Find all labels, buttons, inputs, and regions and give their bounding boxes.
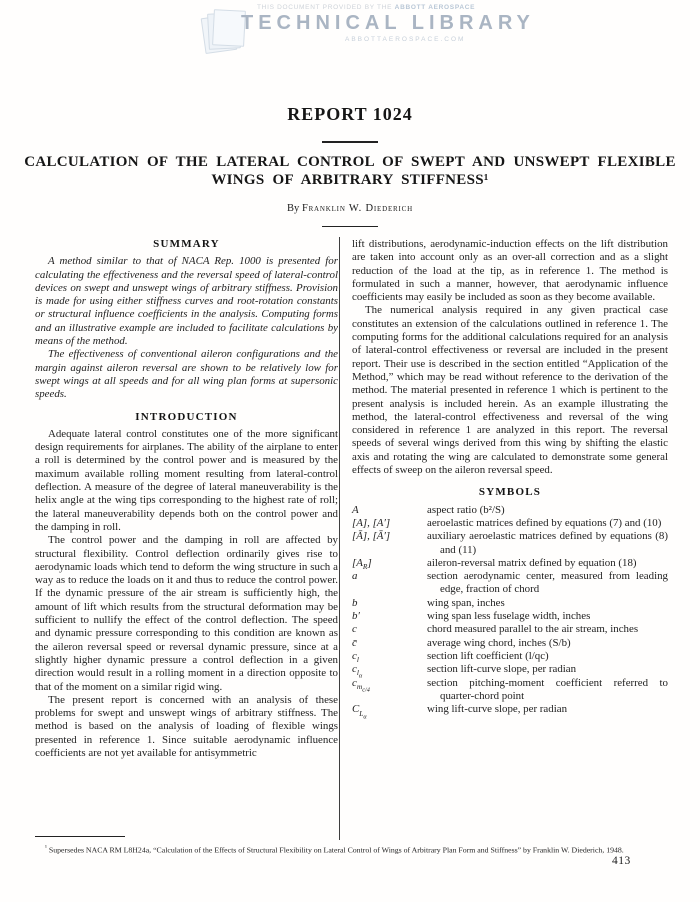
symbol-row (352, 677, 668, 704)
symbol-notation: $c_{l_\alpha}$ (352, 663, 363, 680)
footnote-body: Supersedes NACA RM L8H24a, “Calculation of the Effects of Structural Flexibility on Lateral Control of Wings of Arbitrary Plan Form and Stiffness” by Franklin W. Diederich, 1948. (48, 845, 624, 855)
symbol-notation: $c_l$ (352, 649, 359, 665)
symbol-row (352, 504, 668, 517)
document-stack-icon (203, 8, 245, 54)
footnote-text (35, 843, 668, 855)
introduction-paragraph: The control power and the damping in roll are affected by structural flexibility. Control deflection ordinarily gives rise to aerodynamic loads which tend to deform the wing structure in such a way as to reduce the loads on it and thus to reduce the control power. If the dynamic pressure of the air stream is sufficiently high, the amount of lift which results from the structural deformation may be sufficient to nullify the effect of the control deflection. The speed and dynamic pressure corresponding to this condition are known as the aileron reversal speed or reversal dynamic pressure, since at a slightly higher dynamic pressure a control deflection in a given direction would result in a rolling moment in a direction opposite to that of the moment on a similar rigid wing. (35, 534, 338, 693)
symbol-row (352, 517, 668, 530)
symbol-definition: wing span less fuselage width, inches (427, 610, 591, 623)
symbol-definition: section aerodynamic center, measured from leading edge, fraction of chord (427, 570, 668, 596)
summary-heading: SUMMARY (153, 238, 220, 250)
summary-paragraph: A method similar to that of NACA Rep. 1000 is presented for calculating the effectiveness and the reversal speed of lateral-control devices on swept and unswept wings of arbitrary stiffness. Provision is made for using either stiffness curves and root-rotation constants or structural influence coefficients in the analysis. Computing forms and an illustrative example are included to facilitate calculations by means of the method. (35, 255, 338, 348)
summary-section (35, 255, 338, 401)
body-paragraph: lift distributions, aerodynamic-induction effects on the lift distribution are taken into account only as an over-all correction and as a slight reduction of the load at the tip, as in reference 1. The method is formulated in such a manner, however, that aerodynamic influence coefficients may easily be included as soon as they become available. (352, 238, 668, 304)
byline (0, 203, 700, 214)
symbol-row (352, 610, 668, 623)
symbol-notation: A (352, 503, 359, 516)
symbol-row (352, 623, 668, 636)
footnote-marker: ¹ (45, 844, 47, 851)
introduction-section (35, 428, 338, 760)
right-column (352, 238, 668, 721)
symbols-heading: SYMBOLS (478, 486, 542, 499)
document-title (20, 154, 680, 189)
symbol-notation: c (352, 623, 357, 636)
symbol-definition: aeroelastic matrices defined by equations (7) and (10) (427, 516, 662, 529)
left-column (35, 238, 338, 760)
symbols-list (352, 503, 668, 721)
page-number: 413 (612, 855, 631, 867)
symbol-definition: wing span, inches (427, 596, 505, 609)
symbol-notation: [Ā], [Ā′] (352, 530, 391, 543)
symbol-notation: $[A_R]$ (352, 556, 372, 571)
introduction-paragraph: Adequate lateral control constitutes one of the more significant design requirements for airplanes. The ability of the airplane to enter a roll is determined by the control power and is measured by the maximum available rolling moment resulting from lateral-control deflection. A measure of the degree of lateral maneuverability is the helix angle at the wing tips corresponding to the highest rate of roll; the lateral maneuverability depends both on the control power and the damping in roll. (35, 427, 338, 533)
symbol-notation: [A], [A′] (352, 516, 391, 529)
symbol-definition: section pitching-moment coefficient referred to quarter-chord point (427, 676, 668, 703)
title-divider-rule-bottom (322, 226, 378, 227)
summary-paragraph: The effectiveness of conventional aileron configurations and the margin against aileron reversal are shown to be relatively low for swept wings at all speeds and for all wing plan forms at supersonic speeds. (35, 348, 338, 401)
symbol-row (352, 637, 668, 650)
symbol-notation: c̄ (352, 636, 357, 649)
symbol-definition: auxiliary aeroelastic matrices defined by equations (8) and (11) (427, 530, 668, 556)
watermark-provider-prefix: THIS DOCUMENT PROVIDED BY THE (257, 4, 393, 11)
watermark-provider-line (257, 4, 543, 11)
symbol-definition: chord measured parallel to the air stream, inches (427, 623, 639, 636)
symbol-definition: aileron-reversal matrix defined by equation (18) (427, 556, 637, 569)
symbol-row (352, 557, 668, 570)
symbol-row (352, 570, 668, 597)
title-divider-rule-top (322, 141, 378, 143)
author-name: Franklin W. Diederich (301, 203, 413, 214)
report-number: REPORT 1024 (287, 104, 413, 124)
symbol-row (352, 650, 668, 663)
symbol-definition: aspect ratio (b²/S) (427, 503, 505, 516)
symbol-definition: wing lift-curve slope, per radian (427, 703, 568, 716)
symbol-definition: average wing chord, inches (S/b) (427, 636, 571, 649)
watermark-brand: ABBOTT AEROSPACE (394, 4, 476, 11)
symbol-notation: b (352, 596, 358, 609)
symbol-notation: $c_{m_{c/4}}$ (352, 676, 370, 694)
symbol-notation: b′ (352, 610, 360, 623)
body-paragraph: The numerical analysis required in any given practical case constitutes an extension of the calculations outlined in reference 1. The computing forms for the additional calculations required for an analysis of lateral-control effectiveness or reversal are included in the present report. Their use is described in the section entitled “Application of the Method,” which may be read without reference to the derivation of the method. The material presented in reference 1 which is pertinent to the present analysis is included herein. As an example illustrating the method, the lateral-control effectiveness and reversal of the wing considered in reference 1 are analyzed in this report. The reversal speeds of several wings derived from this wing by shifting the elastic axis and rotating the wing are calculated to demonstrate some general effects of sweep on the aileron reversal speed. (352, 304, 668, 477)
symbol-definition: section lift coefficient (l/qc) (427, 649, 549, 662)
symbol-definition: section lift-curve slope, per radian (427, 663, 577, 676)
symbol-row (352, 663, 668, 680)
library-watermark (183, 4, 543, 43)
footnote-rule (35, 836, 125, 837)
introduction-heading: INTRODUCTION (135, 410, 238, 423)
symbol-notation: a (352, 570, 358, 583)
footnote (35, 843, 668, 855)
symbol-row (352, 703, 668, 721)
document-title-line2: WINGS OF ARBITRARY STIFFNESS¹ (211, 171, 489, 188)
symbol-notation: $C_{L_\alpha}$ (352, 703, 367, 721)
watermark-url: ABBOTTAEROSPACE.COM (345, 36, 466, 43)
document-title-line1: CALCULATION OF THE LATERAL CONTROL OF SWEPT AND UNSWEPT FLEXIBLE (24, 154, 676, 170)
symbol-row (352, 530, 668, 557)
byline-prefix: By (287, 203, 300, 214)
watermark-library-title: TECHNICAL LIBRARY (241, 12, 535, 34)
column-divider-rule (339, 237, 340, 840)
symbol-row (352, 597, 668, 610)
introduction-paragraph: The present report is concerned with an analysis of these problems for swept and unswept wings of arbitrary stiffness. The method is based on the analysis of loading of flexible wings presented in reference 1. Since suitable aerodynamic influence coefficients are not yet available for antisymmetric (35, 693, 338, 759)
